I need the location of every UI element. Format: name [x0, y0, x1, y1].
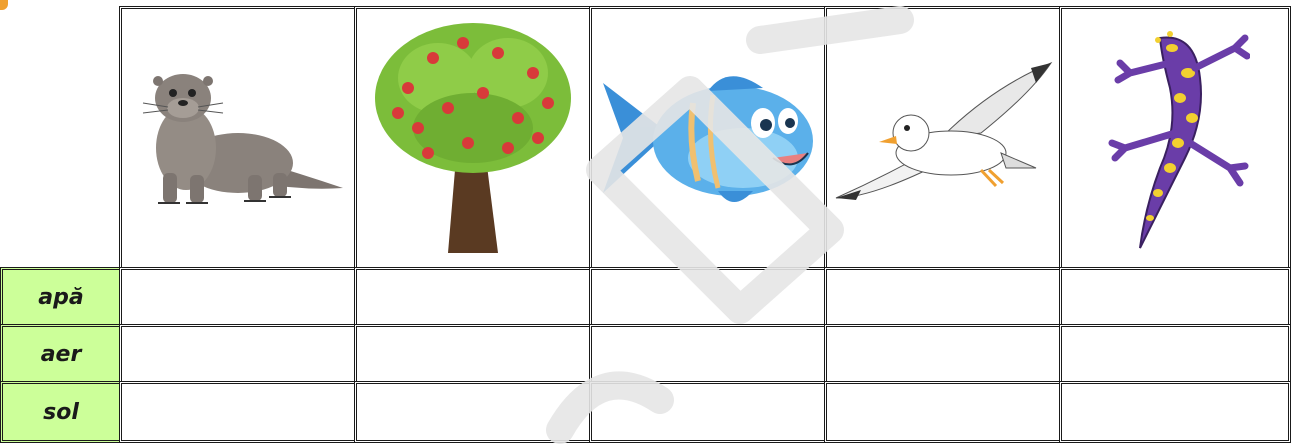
answer-cell[interactable]	[354, 324, 592, 384]
image-cell-salamander	[1059, 6, 1291, 270]
image-cell-fish	[589, 6, 827, 270]
row-label-soil: sol	[43, 399, 79, 425]
answer-cell[interactable]	[589, 381, 827, 443]
otter-illustration	[128, 63, 348, 213]
seagull-illustration	[831, 58, 1056, 218]
answer-cell[interactable]	[119, 267, 357, 327]
answer-cell[interactable]	[589, 267, 827, 327]
answer-cell[interactable]	[1059, 324, 1291, 384]
apple-tree-illustration	[368, 18, 578, 258]
salamander-illustration	[1100, 18, 1250, 258]
answer-cell[interactable]	[354, 381, 592, 443]
row-label-cell-soil	[0, 381, 122, 443]
image-cell-tree	[354, 6, 592, 270]
answer-cell[interactable]	[119, 381, 357, 443]
answer-cell[interactable]	[824, 267, 1062, 327]
row-label-water: apă	[38, 284, 84, 310]
answer-cell[interactable]	[119, 324, 357, 384]
row-label-cell-air	[0, 324, 122, 384]
answer-cell[interactable]	[824, 324, 1062, 384]
row-label-cell-water	[0, 267, 122, 327]
image-cell-otter	[119, 6, 357, 270]
answer-cell[interactable]	[354, 267, 592, 327]
image-cell-seagull	[824, 6, 1062, 270]
answer-cell[interactable]	[1059, 267, 1291, 327]
answer-cell[interactable]	[589, 324, 827, 384]
answer-cell[interactable]	[824, 381, 1062, 443]
row-label-air: aer	[40, 341, 82, 367]
fish-illustration	[598, 63, 818, 213]
answer-cell[interactable]	[1059, 381, 1291, 443]
